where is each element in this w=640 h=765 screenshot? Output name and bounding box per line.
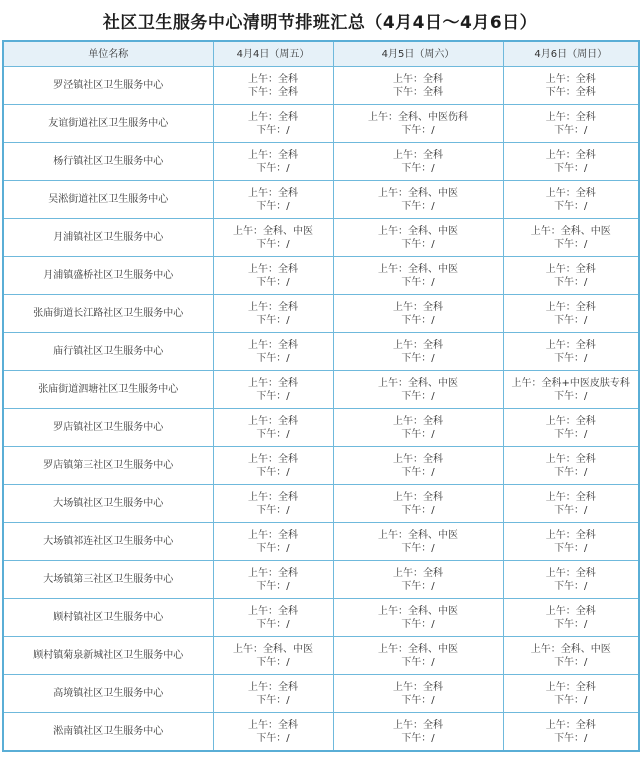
- morning-shift-text: 上午：全科: [248, 681, 298, 693]
- morning-shift-text: 上午：全科: [248, 73, 298, 85]
- afternoon-shift-text: 下午：/: [256, 542, 290, 554]
- morning-shift-text: 上午：全科、中医: [378, 377, 458, 389]
- schedule-cell-day1: [213, 713, 333, 752]
- morning-shift-text: 上午：全科: [248, 605, 298, 617]
- morning-shift-text: 上午：全科: [248, 187, 298, 199]
- schedule-cell-day1: [213, 333, 333, 371]
- morning-shift-text: 上午：全科: [393, 491, 443, 503]
- morning-shift-text: 上午：全科、中医: [378, 187, 458, 199]
- afternoon-shift-text: 下午：/: [554, 162, 588, 174]
- afternoon-shift-text: 下午：/: [554, 504, 588, 516]
- morning-shift-text: 上午：全科: [545, 567, 596, 579]
- afternoon-shift-text: 下午：/: [401, 656, 435, 668]
- schedule-cell-day1: [213, 485, 333, 523]
- unit-name-cell: 罗店镇社区卫生服务中心: [3, 409, 213, 447]
- afternoon-shift-text: 下午：/: [256, 390, 290, 402]
- schedule-cell-day2: [333, 105, 503, 143]
- schedule-cell-day1: [213, 561, 333, 599]
- afternoon-shift-text: 下午：全科: [393, 86, 443, 98]
- afternoon-shift-text: 下午：/: [401, 732, 435, 744]
- afternoon-shift-text: 下午：/: [554, 200, 588, 212]
- schedule-cell-day3: [503, 371, 639, 409]
- afternoon-shift-text: 下午：/: [554, 542, 588, 554]
- table-row: [3, 219, 639, 257]
- unit-name-cell: 月浦镇盛桥社区卫生服务中心: [3, 257, 213, 295]
- afternoon-shift-text: 下午：/: [401, 694, 435, 706]
- schedule-cell-day2: [333, 485, 503, 523]
- schedule-cell-day1: [213, 105, 333, 143]
- schedule-cell-day2: [333, 523, 503, 561]
- schedule-cell-day3: [503, 143, 639, 181]
- afternoon-shift-text: 下午：/: [401, 390, 435, 402]
- schedule-cell-day3: [503, 523, 639, 561]
- morning-shift-text: 上午：全科: [248, 111, 298, 123]
- schedule-cell-day1: [213, 371, 333, 409]
- afternoon-shift-text: 下午：/: [554, 618, 588, 630]
- morning-shift-text: 上午：全科: [545, 73, 596, 85]
- schedule-cell-day1: [213, 67, 333, 105]
- schedule-cell-day1: [213, 219, 333, 257]
- morning-shift-text: 上午：全科: [393, 73, 443, 85]
- morning-shift-text: 上午：全科: [248, 301, 298, 313]
- afternoon-shift-text: 下午：/: [401, 504, 435, 516]
- unit-name-cell: 月浦镇社区卫生服务中心: [3, 219, 213, 257]
- afternoon-shift-text: 下午：/: [256, 656, 290, 668]
- schedule-cell-day1: [213, 637, 333, 675]
- afternoon-shift-text: 下午：/: [256, 504, 290, 516]
- header-date-apr5: 4月5日（周六）: [333, 41, 503, 67]
- schedule-cell-day3: [503, 447, 639, 485]
- unit-name-cell: 顾村镇菊泉新城社区卫生服务中心: [3, 637, 213, 675]
- morning-shift-text: 上午：全科、中医伤科: [368, 111, 468, 123]
- morning-shift-text: 上午：全科: [393, 339, 443, 351]
- header-row: [3, 41, 639, 67]
- morning-shift-text: 上午：全科: [248, 377, 298, 389]
- schedule-cell-day1: [213, 409, 333, 447]
- schedule-cell-day3: [503, 257, 639, 295]
- header-unit-name: 单位名称: [3, 41, 213, 67]
- afternoon-shift-text: 下午：/: [554, 238, 588, 250]
- unit-name-cell: 张庙街道泗塘社区卫生服务中心: [3, 371, 213, 409]
- schedule-cell-day2: [333, 599, 503, 637]
- morning-shift-text: 上午：全科: [248, 529, 298, 541]
- morning-shift-text: 上午：全科、中医: [378, 643, 458, 655]
- afternoon-shift-text: 下午：/: [554, 276, 588, 288]
- unit-name-cell: 顾村镇社区卫生服务中心: [3, 599, 213, 637]
- header-date-apr4: 4月4日（周五）: [213, 41, 333, 67]
- morning-shift-text: 上午：全科: [545, 529, 596, 541]
- afternoon-shift-text: 下午：/: [256, 352, 290, 364]
- table-row: [3, 523, 639, 561]
- schedule-cell-day3: [503, 599, 639, 637]
- afternoon-shift-text: 下午：/: [554, 428, 588, 440]
- morning-shift-text: 上午：全科: [393, 719, 443, 731]
- unit-name-cell: 罗泾镇社区卫生服务中心: [3, 67, 213, 105]
- schedule-cell-day3: [503, 181, 639, 219]
- morning-shift-text: 上午：全科、中医: [378, 225, 458, 237]
- table-row: [3, 105, 639, 143]
- unit-name-cell: 张庙街道长江路社区卫生服务中心: [3, 295, 213, 333]
- unit-name-cell: 罗店镇第三社区卫生服务中心: [3, 447, 213, 485]
- morning-shift-text: 上午：全科、中医: [378, 263, 458, 275]
- unit-name-cell: 淞南镇社区卫生服务中心: [3, 713, 213, 752]
- morning-shift-text: 上午：全科: [248, 491, 298, 503]
- schedule-cell-day1: [213, 143, 333, 181]
- afternoon-shift-text: 下午：/: [554, 732, 588, 744]
- afternoon-shift-text: 下午：/: [401, 618, 435, 630]
- morning-shift-text: 上午：全科: [393, 415, 443, 427]
- schedule-cell-day2: [333, 675, 503, 713]
- schedule-cell-day1: [213, 295, 333, 333]
- afternoon-shift-text: 下午：全科: [545, 86, 596, 98]
- schedule-cell-day1: [213, 675, 333, 713]
- table-row: [3, 675, 639, 713]
- schedule-cell-day2: [333, 561, 503, 599]
- table-row: [3, 637, 639, 675]
- table-row: [3, 295, 639, 333]
- afternoon-shift-text: 下午：/: [554, 124, 588, 136]
- morning-shift-text: 上午：全科: [545, 187, 596, 199]
- schedule-cell-day3: [503, 637, 639, 675]
- morning-shift-text: 上午：全科: [545, 149, 596, 161]
- morning-shift-text: 上午：全科: [248, 339, 298, 351]
- morning-shift-text: 上午：全科: [393, 453, 443, 465]
- schedule-cell-day1: [213, 257, 333, 295]
- morning-shift-text: 上午：全科: [545, 111, 596, 123]
- table-row: [3, 713, 639, 752]
- table-row: [3, 447, 639, 485]
- table-row: [3, 409, 639, 447]
- schedule-cell-day3: [503, 105, 639, 143]
- morning-shift-text: 上午：全科: [545, 339, 596, 351]
- afternoon-shift-text: 下午：/: [256, 428, 290, 440]
- morning-shift-text: 上午：全科: [248, 149, 298, 161]
- schedule-cell-day2: [333, 637, 503, 675]
- afternoon-shift-text: 下午：/: [256, 694, 290, 706]
- unit-name-cell: 杨行镇社区卫生服务中心: [3, 143, 213, 181]
- afternoon-shift-text: 下午：/: [401, 542, 435, 554]
- morning-shift-text: 上午：全科: [393, 681, 443, 693]
- afternoon-shift-text: 下午：/: [554, 580, 588, 592]
- afternoon-shift-text: 下午：/: [401, 162, 435, 174]
- afternoon-shift-text: 下午：/: [401, 200, 435, 212]
- table-row: [3, 599, 639, 637]
- schedule-cell-day1: [213, 447, 333, 485]
- morning-shift-text: 上午：全科: [545, 453, 596, 465]
- morning-shift-text: 上午：全科: [248, 567, 298, 579]
- morning-shift-text: 上午：全科: [545, 605, 596, 617]
- schedule-table: [2, 40, 640, 752]
- schedule-cell-day2: [333, 295, 503, 333]
- afternoon-shift-text: 下午：/: [256, 162, 290, 174]
- afternoon-shift-text: 下午：/: [256, 200, 290, 212]
- afternoon-shift-text: 下午：/: [401, 428, 435, 440]
- morning-shift-text: 上午：全科、中医: [530, 643, 611, 655]
- schedule-cell-day3: [503, 561, 639, 599]
- morning-shift-text: 上午：全科: [545, 681, 596, 693]
- afternoon-shift-text: 下午：/: [554, 694, 588, 706]
- afternoon-shift-text: 下午：/: [554, 390, 588, 402]
- morning-shift-text: 上午：全科: [393, 567, 443, 579]
- unit-name-cell: 大场镇祁连社区卫生服务中心: [3, 523, 213, 561]
- afternoon-shift-text: 下午：/: [256, 732, 290, 744]
- morning-shift-text: 上午：全科: [248, 263, 298, 275]
- afternoon-shift-text: 下午：/: [256, 466, 290, 478]
- schedule-cell-day2: [333, 333, 503, 371]
- unit-name-cell: 友谊街道社区卫生服务中心: [3, 105, 213, 143]
- schedule-cell-day3: [503, 333, 639, 371]
- morning-shift-text: 上午：全科: [545, 491, 596, 503]
- unit-name-cell: 高境镇社区卫生服务中心: [3, 675, 213, 713]
- afternoon-shift-text: 下午：/: [256, 618, 290, 630]
- afternoon-shift-text: 下午：/: [401, 124, 435, 136]
- unit-name-cell: 大场镇第三社区卫生服务中心: [3, 561, 213, 599]
- morning-shift-text: 上午：全科、中医: [233, 225, 313, 237]
- schedule-cell-day3: [503, 219, 639, 257]
- schedule-cell-day2: [333, 371, 503, 409]
- schedule-cell-day2: [333, 219, 503, 257]
- afternoon-shift-text: 下午：/: [401, 466, 435, 478]
- schedule-cell-day3: [503, 485, 639, 523]
- afternoon-shift-text: 下午：/: [554, 656, 588, 668]
- morning-shift-text: 上午：全科: [248, 415, 298, 427]
- schedule-cell-day3: [503, 67, 639, 105]
- table-row: [3, 257, 639, 295]
- morning-shift-text: 上午：全科: [248, 719, 298, 731]
- morning-shift-text: 上午：全科: [248, 453, 298, 465]
- morning-shift-text: 上午：全科: [545, 415, 596, 427]
- table-row: [3, 67, 639, 105]
- table-row: [3, 143, 639, 181]
- morning-shift-text: 上午：全科: [545, 301, 596, 313]
- morning-shift-text: 上午：全科、中医: [378, 529, 458, 541]
- morning-shift-text: 上午：全科、中医: [378, 605, 458, 617]
- schedule-cell-day3: [503, 409, 639, 447]
- morning-shift-text: 上午：全科: [393, 149, 443, 161]
- afternoon-shift-text: 下午：/: [256, 314, 290, 326]
- schedule-cell-day3: [503, 713, 639, 752]
- schedule-cell-day2: [333, 409, 503, 447]
- table-row: [3, 181, 639, 219]
- schedule-cell-day3: [503, 675, 639, 713]
- morning-shift-text: 上午：全科: [545, 263, 596, 275]
- schedule-cell-day1: [213, 181, 333, 219]
- schedule-cell-day1: [213, 523, 333, 561]
- schedule-cell-day3: [503, 295, 639, 333]
- morning-shift-text: 上午：全科+中医皮肤专科: [511, 377, 630, 389]
- afternoon-shift-text: 下午：/: [554, 466, 588, 478]
- afternoon-shift-text: 下午：/: [256, 580, 290, 592]
- afternoon-shift-text: 下午：/: [401, 314, 435, 326]
- afternoon-shift-text: 下午：/: [401, 580, 435, 592]
- page-title: 社区卫生服务中心清明节排班汇总（4月4日～4月6日）: [102, 13, 538, 33]
- table-row: [3, 333, 639, 371]
- unit-name-cell: 吴淞街道社区卫生服务中心: [3, 181, 213, 219]
- morning-shift-text: 上午：全科: [393, 301, 443, 313]
- afternoon-shift-text: 下午：/: [256, 124, 290, 136]
- schedule-cell-day2: [333, 143, 503, 181]
- schedule-cell-day2: [333, 257, 503, 295]
- table-row: [3, 371, 639, 409]
- afternoon-shift-text: 下午：/: [401, 238, 435, 250]
- morning-shift-text: 上午：全科、中医: [233, 643, 313, 655]
- schedule-cell-day2: [333, 67, 503, 105]
- unit-name-cell: 大场镇社区卫生服务中心: [3, 485, 213, 523]
- afternoon-shift-text: 下午：/: [401, 276, 435, 288]
- table-row: [3, 485, 639, 523]
- header-date-apr6: 4月6日（周日）: [503, 41, 639, 67]
- afternoon-shift-text: 下午：全科: [248, 86, 298, 98]
- schedule-cell-day2: [333, 181, 503, 219]
- schedule-cell-day2: [333, 447, 503, 485]
- afternoon-shift-text: 下午：/: [554, 314, 588, 326]
- afternoon-shift-text: 下午：/: [256, 276, 290, 288]
- afternoon-shift-text: 下午：/: [554, 352, 588, 364]
- schedule-cell-day2: [333, 713, 503, 752]
- unit-name-cell: 庙行镇社区卫生服务中心: [3, 333, 213, 371]
- schedule-cell-day1: [213, 599, 333, 637]
- afternoon-shift-text: 下午：/: [401, 352, 435, 364]
- table-row: [3, 561, 639, 599]
- morning-shift-text: 上午：全科、中医: [530, 225, 611, 237]
- afternoon-shift-text: 下午：/: [256, 238, 290, 250]
- morning-shift-text: 上午：全科: [545, 719, 596, 731]
